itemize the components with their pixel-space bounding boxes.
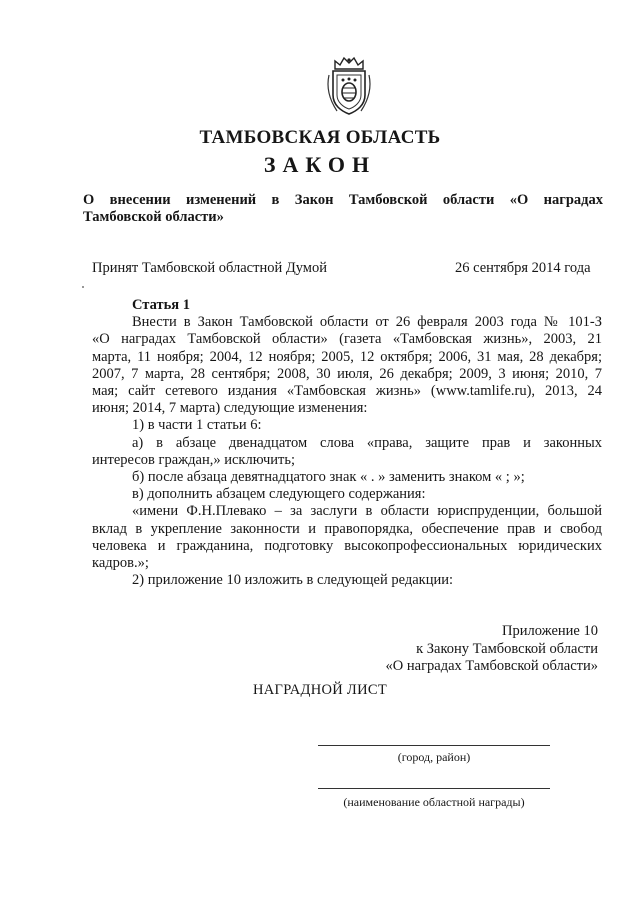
award-name-caption: (наименование областной награды) [343,795,525,809]
city-district-caption: (город, район) [397,750,471,764]
article-line: Внести в Закон Тамбовской области от 26 февраля 2003 года № 101-З [132,314,602,331]
article-line: «О наградах Тамбовской области» (газета «Тамбовская жизнь», 2003, 21 [92,331,602,348]
article-heading: Статья 1 [132,297,190,313]
article-line: б) после абзаца девятнадцатого знак « . » заменить знаком « ; »; [132,469,525,486]
article-line: интересов граждан,» исключить; [92,451,296,468]
article-line: «имени Ф.Н.Плевако – за заслуги в области юриспруденции, большой [132,503,602,520]
appendix-line-2: к Закону Тамбовской области [416,640,598,657]
law-subject-line-2: Тамбовской области» [83,209,224,225]
appendix-reference [386,623,598,676]
adoption-date: 26 сентября 2014 года [455,260,591,276]
scan-speck [82,286,84,288]
article-line: мая; сайт сетевого издания «Тамбовская жизнь» (www.tamlife.ru), 2013, 24 [92,383,602,400]
appendix-line-3: «О наградах Тамбовской области» [385,658,598,674]
document-type-title: ЗАКОН [263,152,377,177]
adopted-by: Принят Тамбовской областной Думой [92,260,327,276]
article-line: вклад в укрепление законности и правопорядка, обеспечение прав и свобод [92,520,602,537]
article-line: кадров.»; [92,555,149,572]
article-line: а) в абзаце двенадцатом слова «права, защите прав и законных [132,434,602,451]
city-district-blank-line [318,745,550,746]
award-name-blank-line [318,788,550,789]
article-line: марта, 11 ноября; 2004, 12 ноября; 2005, 12 октября; 2006, 31 мая, 28 декабря; [92,348,602,365]
appendix-line-1: Приложение 10 [502,623,598,639]
article-line: 2) приложение 10 изложить в следующей редакции: [132,572,454,589]
article-line: в) дополнить абзацем следующего содержания: [132,486,426,503]
article-line: 2007, 7 марта, 28 сентября; 2008, 30 июля, 26 декабря; 2009, 3 июня; 2010, 7 [92,365,602,382]
tambov-coat-of-arms-emblem [323,55,375,117]
article-1 [92,297,602,589]
region-title: ТАМБОВСКАЯ ОБЛАСТЬ [199,127,441,148]
award-sheet-title: НАГРАДНОЙ ЛИСТ [253,682,387,698]
article-line: июня; 2014, 7 марта) следующие изменения: [92,400,368,417]
law-subject-line-1: О внесении изменений в Закон Тамбовской области «О наградах [83,192,603,208]
article-line: человека и гражданина, подготовку высокопрофессиональных юридических [92,537,602,554]
law-subject [83,192,603,226]
article-line: 1) в части 1 статьи 6: [132,417,262,434]
